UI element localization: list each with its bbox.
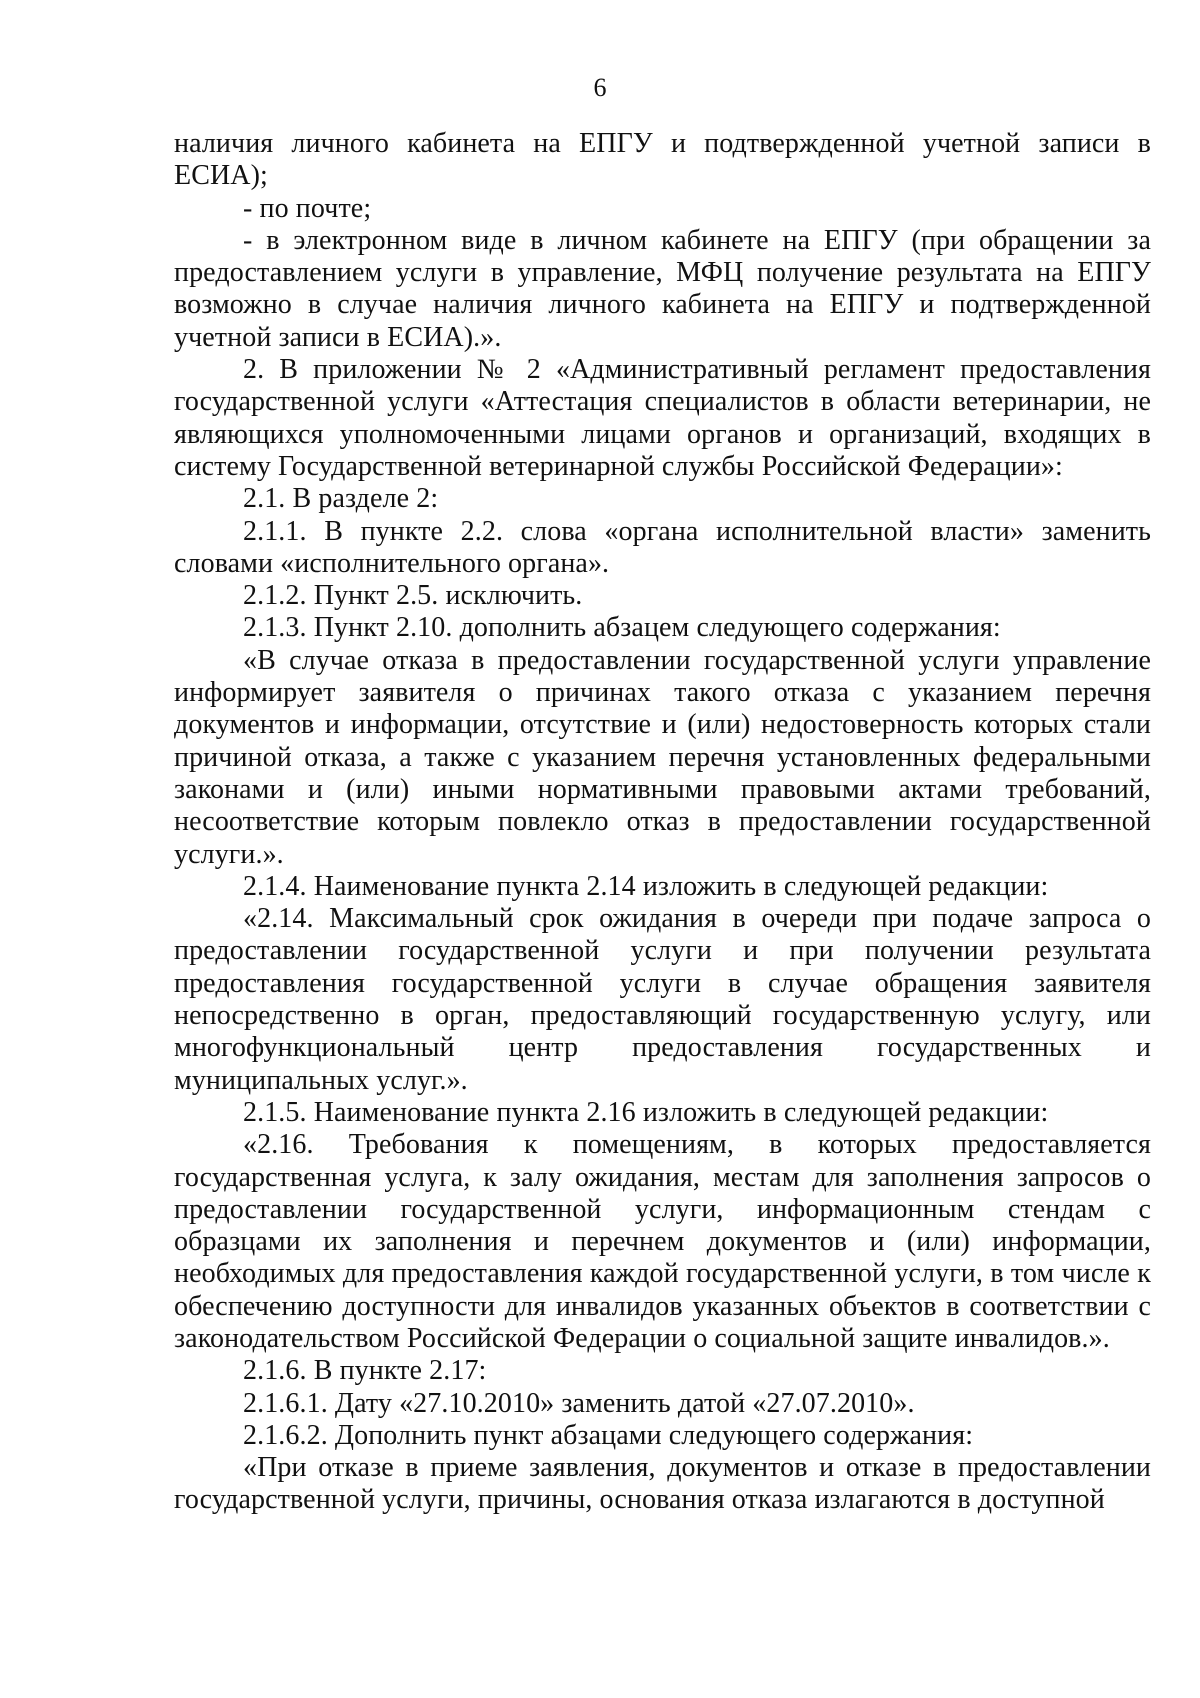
paragraph: «В случае отказа в предоставлении государственной услуги управление информирует заявителя о причинах такого отказа с указанием перечня документов и информации, отсутствие и (или) недостоверность которых стали причиной отказа, а также с указанием перечня установленных федеральными законами и (или) иными нормативными правовыми актами требований, несоответствие которым повлекло отказ в предоставлении государственной услуги.».	[174, 644, 1151, 870]
paragraph: - в электронном виде в личном кабинете на ЕПГУ (при обращении за предоставлением услуги в управление, МФЦ получение результата на ЕПГУ возможно в случае наличия личного кабинета на ЕПГУ и подтвержденной учетной записи в ЕСИА).».	[174, 224, 1151, 353]
paragraph: наличия личного кабинета на ЕПГУ и подтвержденной учетной записи в ЕСИА);	[174, 128, 1151, 192]
paragraph: 2.1. В разделе 2:	[243, 483, 439, 515]
page-number: 6	[593, 73, 607, 102]
paragraph: 2.1.6.2. Дополнить пункт абзацами следующего содержания:	[243, 1419, 974, 1451]
paragraph: - по почте;	[243, 192, 372, 224]
paragraph: 2.1.2. Пункт 2.5. исключить.	[243, 580, 583, 612]
document-body	[174, 128, 1151, 1517]
paragraph: 2.1.1. В пункте 2.2. слова «органа исполнительной власти» заменить словами «исполнительного органа».	[174, 515, 1151, 579]
paragraph: «2.16. Требования к помещениям, в которых предоставляется государственная услуга, к залу ожидания, местам для заполнения запросов о предоставлении государственной услуги, информационным стендам с образцами их заполнения и перечнем документов и (или) информации, необходимых для предоставления каждой государственной услуги, в том числе к обеспечению доступности для инвалидов указанных объектов в соответствии с законодательством Российской Федерации о социальной защите инвалидов.».	[174, 1129, 1151, 1354]
paragraph: 2.1.4. Наименование пункта 2.14 изложить в следующей редакции:	[243, 870, 1049, 902]
paragraph: «2.14. Максимальный срок ожидания в очереди при подаче запроса о предоставлении государственной услуги и при получении результата предоставления государственной услуги в случае обращения заявителя непосредственно в орган, предоставляющий государственную услугу, или многофункциональный центр предоставления государственных и муниципальных услуг.».	[174, 903, 1151, 1096]
paragraph: 2.1.6. В пункте 2.17:	[243, 1355, 487, 1387]
paragraph: «При отказе в приеме заявления, документов и отказе в предоставлении государственной услуги, причины, основания отказа излагаются в доступной	[174, 1452, 1151, 1516]
paragraph: 2.1.5. Наименование пункта 2.16 изложить в следующей редакции:	[243, 1096, 1049, 1128]
paragraph: 2.1.6.1. Дату «27.10.2010» заменить датой «27.07.2010».	[243, 1387, 915, 1419]
paragraph: 2. В приложении № 2 «Административный регламент предоставления государственной услуги «Аттестация специалистов в области ветеринарии, не являющихся уполномоченными лицами органов и организаций, входящих в систему Государственной ветеринарной службы Российской Федерации»:	[174, 354, 1151, 482]
paragraph: 2.1.3. Пункт 2.10. дополнить абзацем следующего содержания:	[243, 612, 1001, 644]
